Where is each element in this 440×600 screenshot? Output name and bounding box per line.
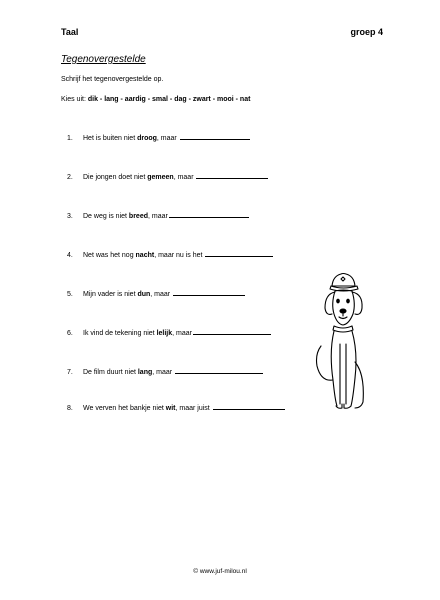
answer-line[interactable] — [169, 210, 249, 218]
question-text-after: , maar — [152, 369, 173, 376]
answer-line[interactable] — [205, 249, 273, 257]
question-number: 1. — [67, 135, 73, 142]
question-4 — [67, 249, 273, 259]
question-bold-word: breed — [128, 213, 148, 220]
question-2 — [67, 171, 268, 181]
word-choices-prefix: Kies uit: — [61, 96, 88, 103]
question-number: 2. — [67, 174, 73, 181]
question-text-after: , maar juist — [175, 405, 210, 412]
question-text-after: , maar — [172, 330, 192, 337]
question-1 — [67, 132, 250, 142]
question-number: 7. — [67, 369, 73, 376]
question-text-after: , maar — [173, 174, 194, 181]
question-text-before: Het is buiten niet — [83, 135, 138, 142]
question-text-before: Mijn vader is niet — [83, 291, 138, 298]
question-bold-word: lang — [137, 369, 153, 376]
question-3 — [67, 210, 249, 220]
question-text-after: , maar — [147, 213, 168, 220]
question-number: 3. — [67, 213, 73, 220]
question-number: 6. — [67, 330, 73, 337]
answer-line[interactable] — [213, 402, 285, 410]
police-dog-icon — [303, 270, 383, 420]
question-text-before: De film duurt niet — [83, 369, 138, 376]
question-bold-word: droog — [137, 135, 157, 142]
word-choices-list: dik - lang - aardig - smal - dag - zwart - mooi - nat — [87, 96, 251, 103]
question-text-after: , maar — [156, 135, 177, 142]
question-text-before: Ik vind de tekening niet — [83, 330, 157, 337]
question-bold-word: wit — [165, 405, 176, 412]
word-choices — [61, 96, 250, 103]
question-bold-word: lelijk — [156, 330, 173, 337]
subject-label: Taal — [61, 27, 79, 37]
question-bold-word: dun — [137, 291, 151, 298]
answer-line[interactable] — [175, 366, 263, 374]
copyright-footer: © www.juf-milou.nl — [193, 568, 247, 575]
question-text-before: Die jongen doet niet — [83, 174, 148, 181]
question-8 — [67, 402, 285, 412]
page-title: Tegenovergestelde — [61, 54, 146, 65]
question-bold-word: nacht — [135, 252, 155, 259]
question-text-before: We verven het bankje niet — [83, 405, 166, 412]
group-label: groep 4 — [350, 27, 383, 37]
answer-line[interactable] — [180, 132, 250, 140]
question-bold-word: gemeen — [147, 174, 174, 181]
question-text-before: De weg is niet — [83, 213, 129, 220]
question-5 — [67, 288, 245, 298]
question-6 — [67, 327, 271, 337]
instruction-text: Schrijf het tegenovergestelde op. — [61, 76, 164, 83]
answer-line[interactable] — [193, 327, 271, 335]
answer-line[interactable] — [196, 171, 268, 179]
question-number: 8. — [67, 405, 73, 412]
question-number: 5. — [67, 291, 73, 298]
question-text-after: , maar — [150, 291, 171, 298]
question-text-after: , maar nu is het — [154, 252, 203, 259]
question-number: 4. — [67, 252, 73, 259]
answer-line[interactable] — [173, 288, 245, 296]
question-7 — [67, 366, 263, 376]
question-text-before: Net was het nog — [83, 252, 136, 259]
